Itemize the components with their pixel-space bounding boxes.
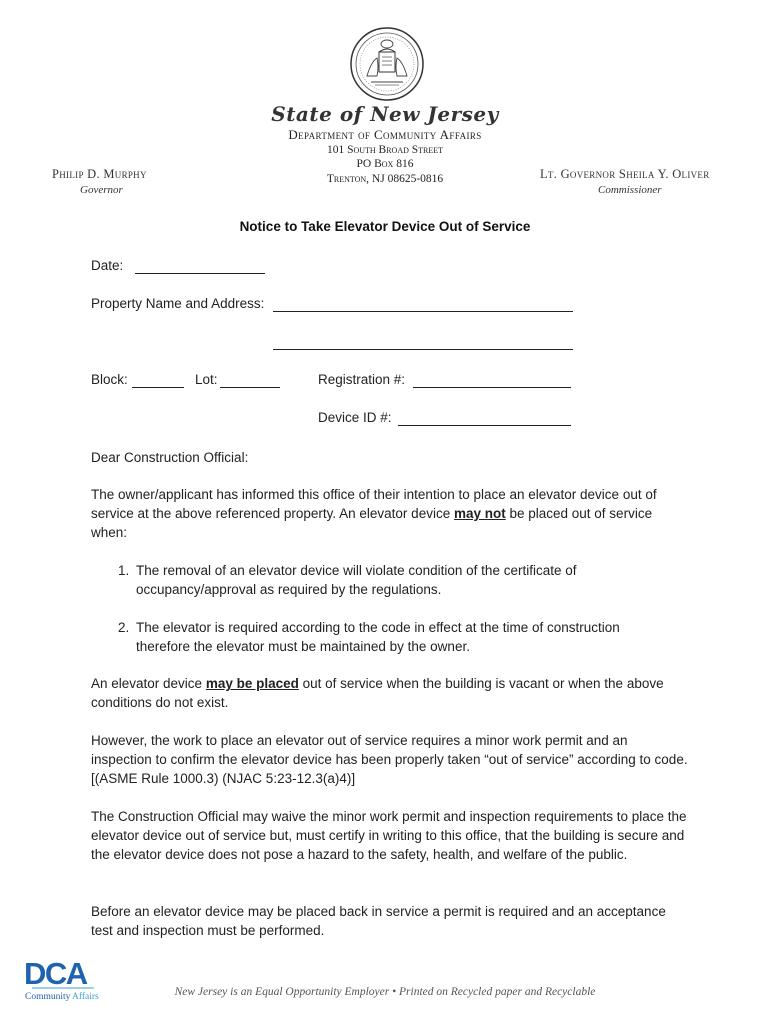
device-id-label: Device ID #:: [318, 410, 392, 425]
logo-text: DCA: [24, 956, 87, 991]
list-item-text: The elevator is required according to the code in effect at the time of construction therefore the elevator must be maintained by the owner.: [136, 620, 620, 654]
state-title: State of New Jersey: [271, 102, 499, 126]
address-line-1: 101 South Broad Street: [326, 144, 444, 156]
registration-field[interactable]: [413, 386, 571, 388]
list-item-number: 2.: [118, 620, 130, 635]
list-item: [118, 618, 676, 656]
paragraph-4: The Construction Official may waive the minor work permit and inspection requirements to place the elevator device out of service but, must certify in writing to this office, that the building is secure and the elevator device does not pose a hazard to the safety, health, and welfare of the public.: [91, 809, 687, 862]
list-item-number: 1.: [118, 563, 130, 578]
notice-title: Notice to Take Elevator Device Out of Service: [239, 219, 531, 234]
lt-governor-name: Lt. Governor Sheila Y. Oliver: [540, 167, 710, 181]
governor-name: Philip D. Murphy: [52, 167, 147, 181]
paragraph-3: However, the work to place an elevator out of service requires a minor work permit and an inspection to confirm the elevator device has been properly taken “out of service” according to code. [(ASME Rule 1000.3) (NJAC 5:23-12.3(a)4)]: [91, 733, 688, 786]
lt-governor-title: Commissioner: [598, 184, 662, 196]
lot-label: Lot:: [195, 372, 218, 387]
state-seal-icon: [349, 26, 425, 102]
paragraph-1-text-a: The owner/applicant has informed this office of their intention to place an elevator device out of service at the above referenced property. An elevator device: [91, 487, 657, 521]
property-label: Property Name and Address:: [91, 296, 265, 311]
footer-text: New Jersey is an Equal Opportunity Employer • Printed on Recycled paper and Recyclable: [174, 986, 596, 998]
date-label: Date:: [91, 258, 124, 273]
block-field[interactable]: [132, 386, 184, 388]
paragraph-2: [91, 674, 691, 712]
property-address-field[interactable]: [273, 310, 573, 312]
address-line-2: PO Box 816: [356, 158, 414, 170]
governor-title: Governor: [80, 184, 123, 196]
list-item-text: The removal of an elevator device will violate condition of the certificate of occupancy/approval as required by the regulations.: [136, 563, 577, 597]
paragraph-1-text-b: be placed out of service when:: [91, 506, 653, 540]
logo-subtext-b: Affairs: [72, 992, 99, 1002]
device-id-field[interactable]: [398, 424, 571, 426]
registration-label: Registration #:: [318, 372, 406, 387]
paragraph-1: [91, 485, 691, 542]
emphasis-may-not: may not: [453, 506, 506, 521]
emphasis-may-be-placed: may be placed: [205, 676, 299, 691]
list-item: [118, 561, 676, 599]
paragraph-5: Before an elevator device may be placed back in service a permit is required and an acceptance test and inspection must be performed.: [91, 904, 666, 938]
paragraph-2-text-a: An elevator device: [91, 676, 206, 691]
paragraph-2-text-b: out of service when the building is vacant or when the above conditions do not exist.: [91, 676, 664, 710]
block-label: Block:: [91, 372, 128, 387]
department-name: Department of Community Affairs: [288, 127, 482, 142]
address-line-3: Trenton, NJ 08625-0816: [326, 173, 444, 185]
property-address-field-line2[interactable]: [273, 348, 573, 350]
lot-field[interactable]: [220, 386, 280, 388]
logo-subtext-a: Community: [25, 992, 71, 1002]
salutation: Dear Construction Official:: [91, 450, 249, 465]
date-field[interactable]: [135, 272, 265, 274]
